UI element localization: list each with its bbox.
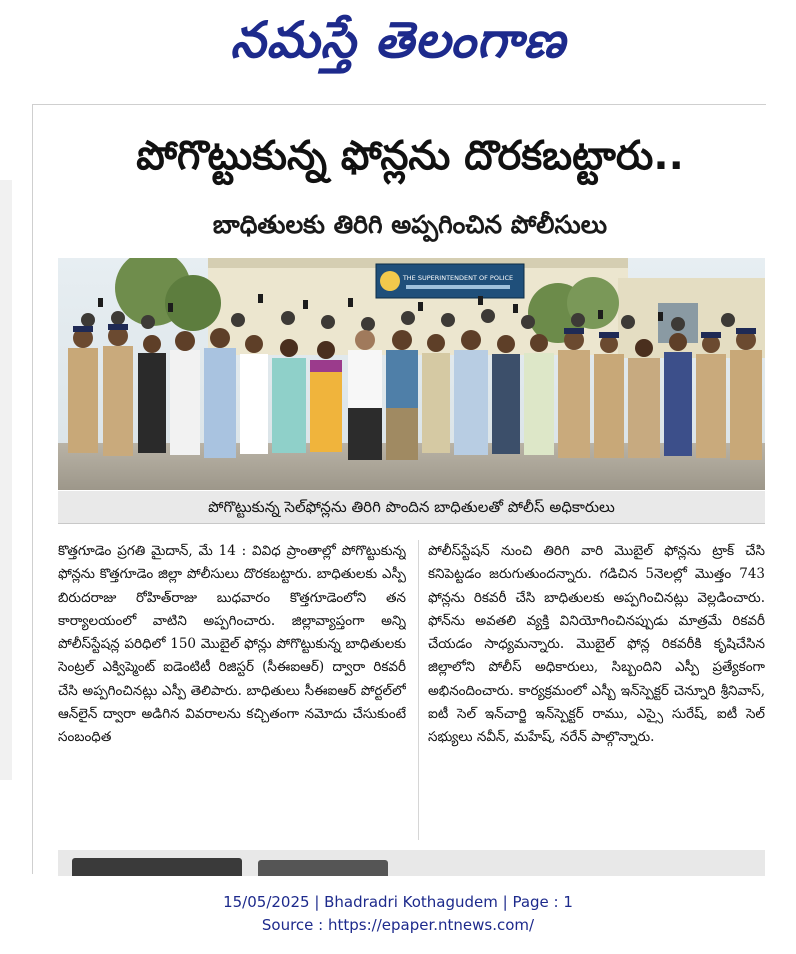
column-divider	[418, 540, 419, 840]
article-headline: పోగొట్టుకున్న ఫోన్లను దొరకబట్టారు..	[136, 133, 684, 179]
top-rule	[32, 104, 766, 105]
cropped-headline-glyphs	[258, 860, 388, 876]
left-rule	[32, 104, 33, 874]
footer-date-edition-page: 15/05/2025 | Bhadradri Kothagudem | Page : 1	[223, 893, 573, 911]
group-photo-illustration	[58, 258, 765, 490]
next-article-headline-cropped	[58, 850, 765, 876]
news-photo	[58, 258, 765, 490]
article-paragraph: పోలీస్‌స్టేషన్ నుంచి తిరిగి వారి మొబైల్ ఫోన్లను ట్రాక్ చేసి కనిపెట్టడం జరుగుతుందన్నారు. గడిచిన 5నెలల్లో మొత్తం 743 ఫోన్లను రికవరీ చేసి బాధితులకు అప్పగించినట్లు వెల్లడించారు. ఫోన్‌ను అవతలి వ్యక్తి వినియోగించినప్పుడు మాత్రమే రికవరీ చేయడం సాధ్యమన్నారు. మొబైల్ ఫోన్ల రికవరీకి కృషిచేసిన జిల్లాలోని పోలీస్ అధికారులు, సిబ్బందిని ఎస్పీ ప్రత్యేకంగా అభినందించారు. కార్యక్రమంలో ఎస్బీ ఇన్‌స్పెక్టర్ చెన్నూరి శ్రీనివాస్, ఐటీ సెల్ ఇన్‌చార్జి ఇన్‌స్పెక్టర్ రాము, ఎస్సై సురేష్, ఐటీ సెల్ సభ్యులు నవీన్, మహేష్, నరేన్ పాల్గొన్నారు.	[428, 543, 765, 746]
article-subheadline: బాధితులకు తిరిగి అప్పగించిన పోలీసులు	[212, 210, 608, 239]
article-paragraph: కొత్తగూడెం ప్రగతి మైదాన్, మే 14 : వివిధ ప్రాంతాల్లో పోగొట్టుకున్న ఫోన్లను కొత్తగూడెం జిల్లా పోలీసులు దొరకబట్టారు. బాధితులకు ఎస్పీ బిరుదరాజు రోహిత్‌రాజు బుధవారం కొత్తగూడెంలోని తన కార్యాలయంలో వాటిని అప్పగించారు. జిల్లావ్యాప్తంగా అన్ని పోలీస్‌స్టేషన్ల పరిధిలో 150 మొబైల్ ఫోన్లు పోగొట్టుకున్న బాధితులకు సెంట్రల్ ఎక్విప్మెంట్ ఐడెంటిటీ రిజిస్టర్ (సీఈఐఆర్) ద్వారా రికవరీ చేసి అప్పగించినట్లు ఎస్పీ తెలిపారు. బాధితులు సీఈఐఆర్ పోర్టల్‌లో ఆన్‌లైన్ ద్వారా అడిగిన వివరాలను కచ్చితంగా నమోదు చేసుకుంటే సంబంధిత	[58, 543, 406, 746]
banner-text: THE SUPERINTENDENT OF POLICE	[402, 274, 514, 282]
article-body-left-column	[58, 540, 406, 840]
footer-source-link[interactable]: Source : https://epaper.ntnews.com/	[261, 916, 535, 934]
article-body-right-column	[428, 540, 765, 840]
photo-caption: పోగొట్టుకున్న సెల్‌ఫోన్లను తిరిగి పొందిన బాధితులతో పోలీస్ అధికారులు	[208, 498, 615, 516]
newspaper-masthead: నమస్తే తెలంగాణ	[230, 11, 566, 69]
adjacent-article-edge	[0, 180, 12, 780]
office-banner	[376, 264, 524, 298]
cropped-headline-glyphs	[72, 858, 242, 876]
